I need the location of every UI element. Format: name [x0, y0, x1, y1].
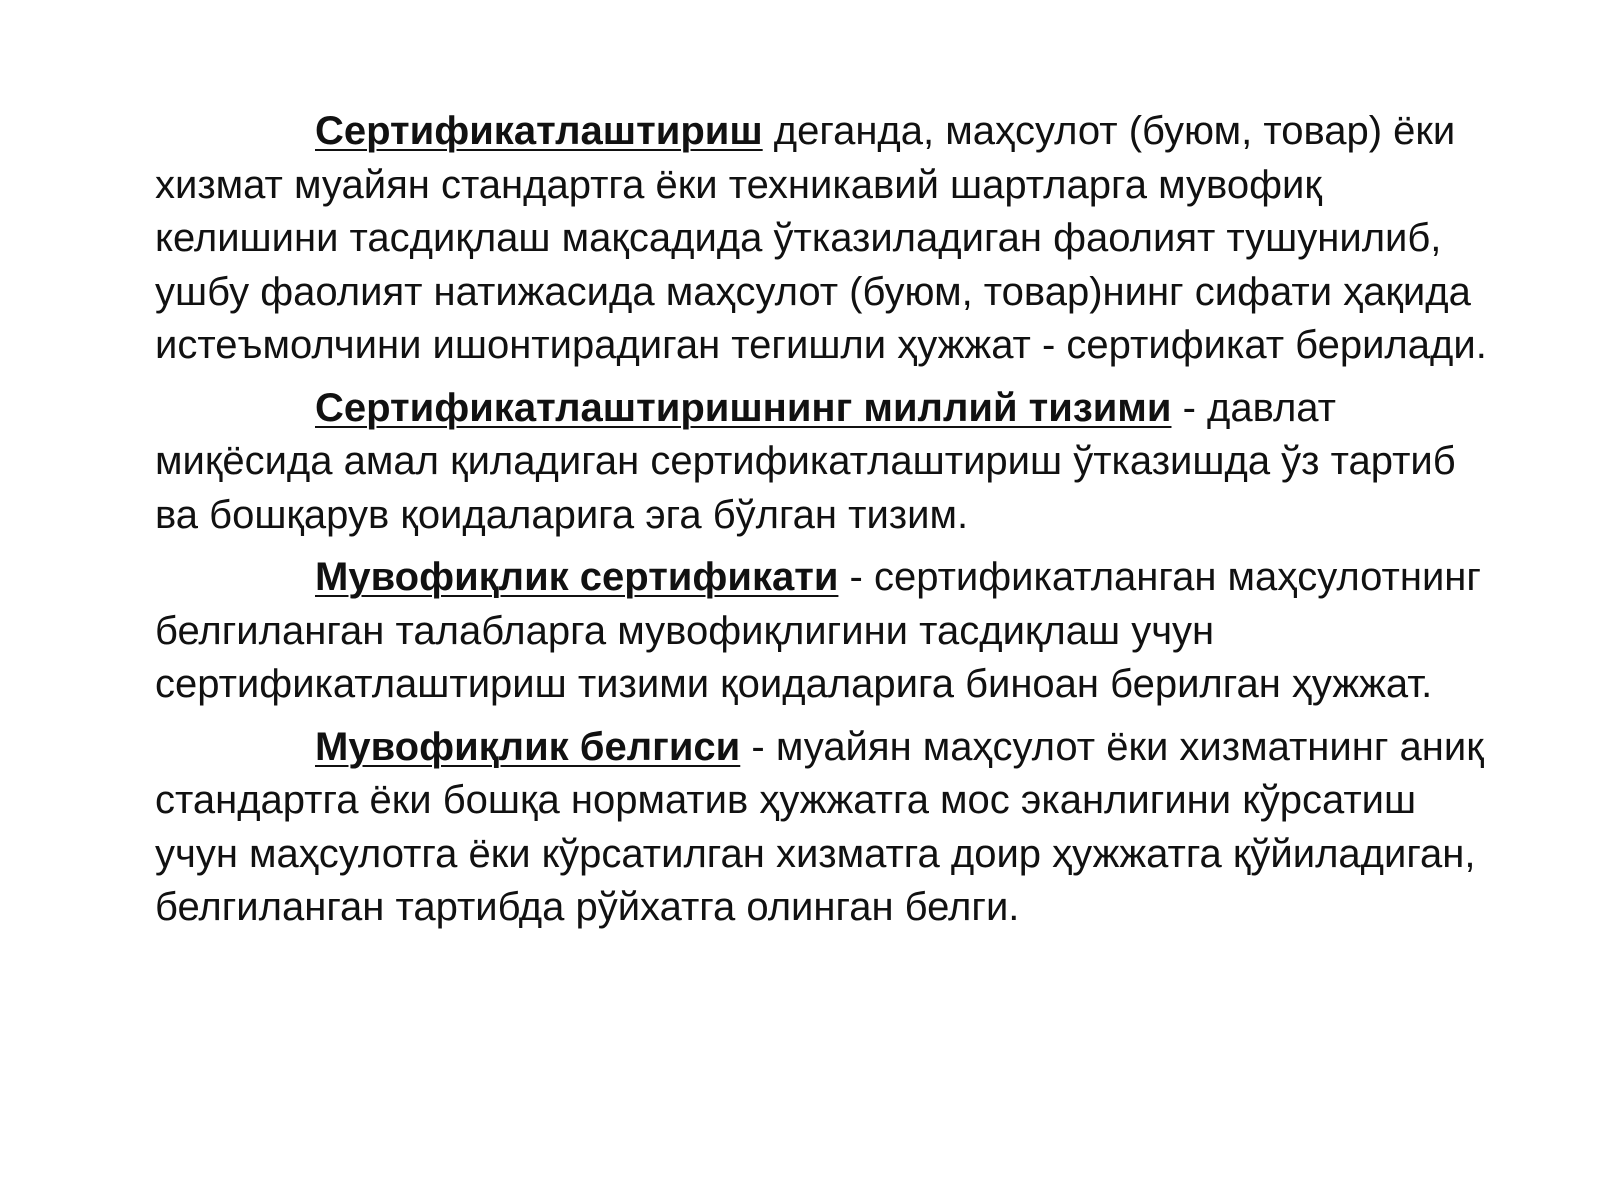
definition-conformity-certificate-text: - сертификатланган маҳсулотнинг белгиланган талабларга мувофиқлигини тасдиқлаш учун сертификатлаштириш тизими қоидаларига биноан берилган ҳужжат. — [155, 555, 1481, 706]
term-conformity-mark: Мувофиқлик белгиси — [315, 724, 741, 769]
term-certification: Сертификатлаштириш — [315, 109, 763, 153]
definition-conformity-mark-text: - муайян маҳсулот ёки хизматнинг аниқ стандартга ёки бошқа норматив ҳужжатга мос эканлигини кўрсатиш учун маҳсулотга ёки кўрсатилган хизматга доир ҳужжатга қўйиладиган, белгиланган тартибда рўйхатга олинган белги. — [155, 724, 1484, 929]
definitions-text-block — [155, 105, 1495, 935]
definition-national-system — [155, 382, 1495, 543]
definition-national-system-text: - давлат миқёсида амал қиладиган сертификатлаштириш ўтказишда ўз тартиб ва бошқарув қоидаларига эга бўлган тизим. — [155, 385, 1456, 537]
definition-conformity-mark — [155, 721, 1495, 935]
definition-certification-text: деганда, маҳсулот (буюм, товар) ёки хизмат муайян стандартга ёки техникавий шартларга мувофиқ келишини тасдиқлаш мақсадида ўтказиладиган фаолият тушунилиб, ушбу фаолият натижасида маҳсулот (буюм, товар)нинг сифати ҳақида истеъмолчини ишонтирадиган тегишли ҳужжат - сертификат берилади. — [155, 109, 1487, 367]
definition-conformity-certificate — [155, 551, 1495, 712]
definition-certification — [155, 105, 1495, 373]
term-national-system: Сертификатлаштиришнинг миллий тизими — [315, 385, 1172, 430]
term-conformity-certificate: Мувофиқлик сертификати — [315, 555, 839, 599]
